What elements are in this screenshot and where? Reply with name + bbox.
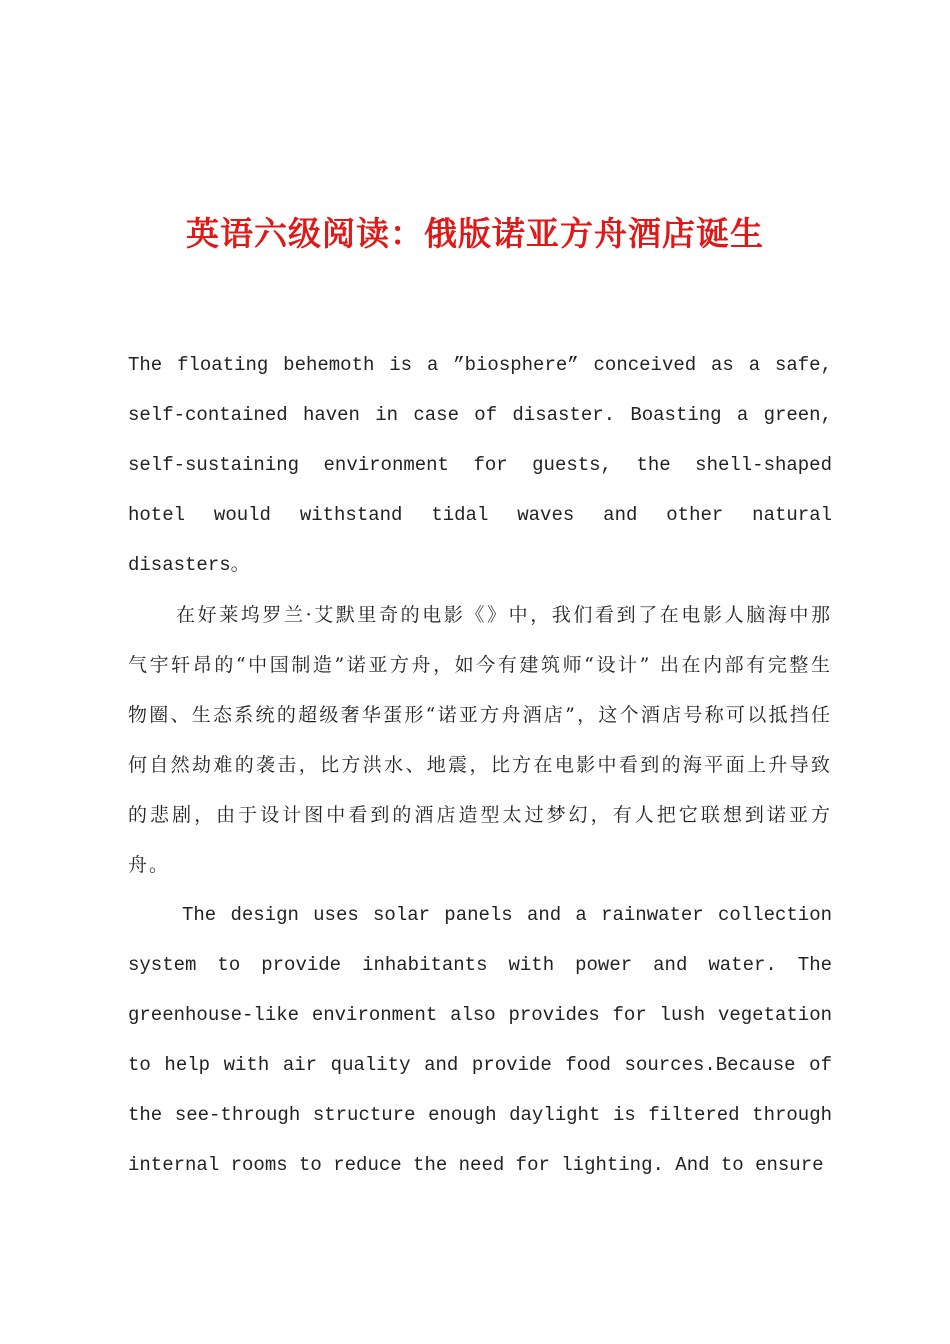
document-body (128, 340, 832, 1190)
paragraph-english-intro: The floating behemoth is a ”biosphere” conceived as a safe, self-contained haven in case of disaster. Boasting a green, self-sustaining environment for guests, the shell-shaped hotel would withstand tidal waves and other natural disasters。 (128, 354, 832, 576)
document-title: 英语六级阅读：俄版诺亚方舟酒店诞生 (186, 214, 764, 253)
paragraph-english-design: The design uses solar panels and a rainwater collection system to provide inhabitants with power and water. The greenhouse-like environment also provides for lush vegetation to help with air quality and provide food sources.Because of the see-through structure enough daylight is filtered through internal rooms to reduce the need for lighting. And to ensure (128, 904, 832, 1176)
paragraph-chinese-translation: 在好莱坞罗兰·艾默里奇的电影《》中，我们看到了在电影人脑海中那气宇轩昂的“中国制造”诺亚方舟，如今有建筑师“设计” 出在内部有完整生物圈、生态系统的超级奢华蛋形“诺亚方舟酒店”，这个酒店号称可以抵挡任何自然劫难的袭击，比方洪水、地震，比方在电影中看到的海平面上升导致的悲剧，由于设计图中看到的酒店造型太过梦幻，有人把它联想到诺亚方舟。 (128, 604, 832, 876)
